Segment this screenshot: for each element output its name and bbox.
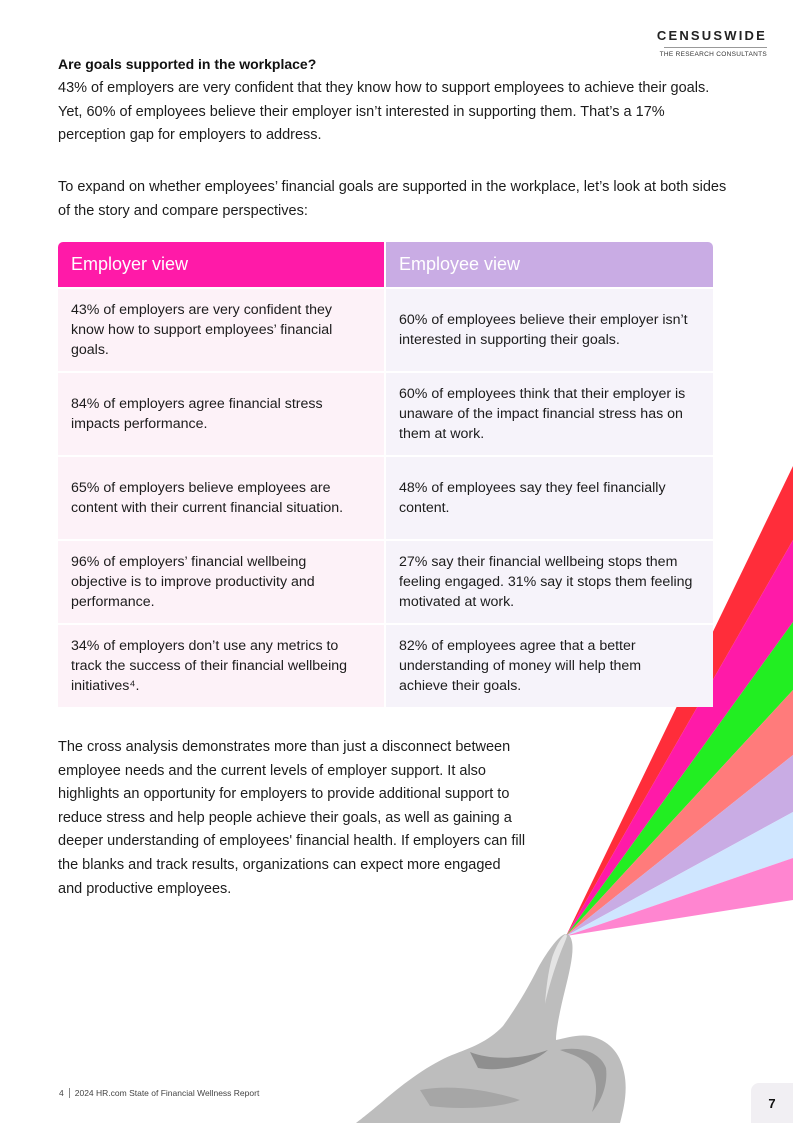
table-row: [58, 373, 713, 455]
section-heading: Are goals supported in the workplace?: [58, 56, 317, 72]
intro-paragraph: 43% of employers are very confident that they know how to support employees to achieve their goals. Yet, 60% of employees believe their employer isn’t interested in supporting them. That’s a 17% perception gap for employers to address.: [58, 80, 710, 143]
footer-footnote: [59, 1088, 259, 1098]
footnote-number: 4: [59, 1088, 70, 1098]
employee-view-cell: 27% say their financial wellbeing stops them feeling engaged. 31% say it stops them feeling motivated at work.: [386, 541, 713, 623]
employer-view-header: Employer view: [58, 242, 384, 287]
employee-view-header: Employee view: [386, 242, 713, 287]
comparison-table-header: [58, 242, 713, 287]
employee-view-cell: 82% of employees agree that a better understanding of money will help them achieve their goals.: [386, 625, 713, 707]
employer-view-cell: 84% of employers agree financial stress impacts performance.: [58, 373, 384, 455]
employer-view-cell: 96% of employers’ financial wellbeing objective is to improve productivity and performance.: [58, 541, 384, 623]
closing-paragraph: The cross analysis demonstrates more than just a disconnect between employee needs and the current levels of employer support. It also highlights an opportunity for employers to provide additional support to reduce stress and help people achieve their goals, as well as gaining a deeper understanding of employees' financial health. If employers can fill the blanks and track results, organizations can expect more engaged and productive employees.: [58, 739, 526, 897]
page-number: 7: [751, 1083, 793, 1123]
footnote-source: 2024 HR.com State of Financial Wellness Report: [74, 1088, 260, 1098]
employee-view-cell: 60% of employees believe their employer isn’t interested in supporting their goals.: [386, 289, 713, 371]
employer-view-cell: 34% of employers don’t use any metrics to track the success of their financial wellbeing initiatives⁴.: [58, 625, 384, 707]
comparison-table: [58, 242, 713, 707]
employee-view-cell: 60% of employees think that their employer is unaware of the impact financial stress has on them at work.: [386, 373, 713, 455]
employer-view-cell: 65% of employers believe employees are content with their current financial situation.: [58, 457, 384, 539]
employer-view-cell: 43% of employers are very confident they know how to support employees’ financial goals.: [58, 289, 384, 371]
table-row: [58, 541, 713, 623]
logo-brand: CENSUSWIDE: [656, 28, 767, 43]
pointing-hand-icon: [356, 934, 626, 1123]
table-row: [58, 625, 713, 707]
table-row: [58, 289, 713, 371]
second-paragraph: To expand on whether employees’ financial goals are supported in the workplace, let’s look at both sides of the story and compare perspectives:: [58, 179, 727, 219]
employee-view-cell: 48% of employees say they feel financially content.: [386, 457, 713, 539]
logo-tagline: THE RESEARCH CONSULTANTS: [659, 51, 767, 58]
table-row: [58, 457, 713, 539]
